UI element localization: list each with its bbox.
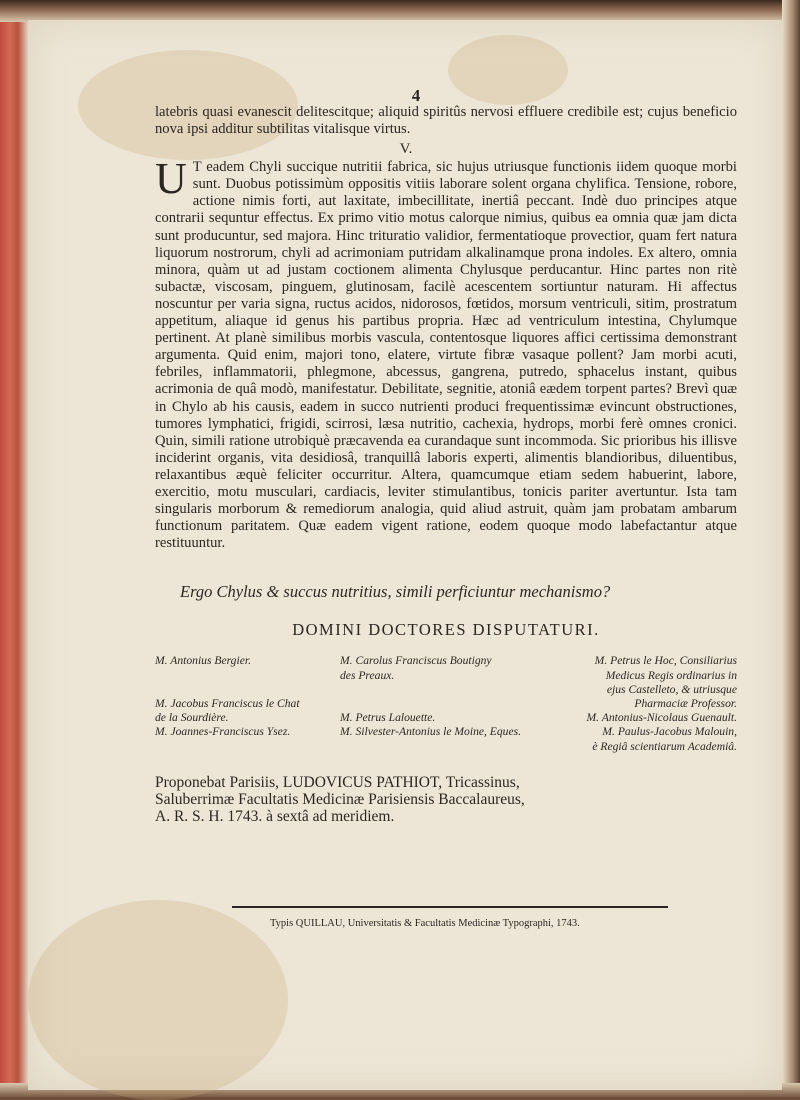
thesis-question: Ergo Chylus & succus nutritius, simili perficiuntur mechanismo? bbox=[180, 582, 611, 602]
doctors-column-2: M. Carolus Franciscus Boutigny des Preaux. M. Petrus Lalouette. M. Silvester-Antonius le Moine, Eques. bbox=[340, 654, 522, 739]
page-content bbox=[155, 88, 737, 825]
main-paragraph bbox=[155, 154, 737, 552]
main-paragraph-text: T eadem Chyli succique nutritii fabrica, sic hujus utriusque functionis iidem quoque morbi sunt. Duobus potissimùm oppositis vitiis laborare solent organa chylifica. Tensione, robore, actione nimis forti, aut laxitate, imbecillitate, inertiâ peccant. Indè duo principes atque contrarii sequntur effectus. Ex primo vitio motus calorque nimius, quibus ea omnia quæ jam dicta sunt producuntur, sed majora. Hinc trituratio validior, fermentatioque provectior, quam fert natura liquorum nostrorum, chyli ad acrimoniam putridam alkalinamque prona indoles. Ex altero, omnia minora, quàm ut ad justam coctionem alimenta Chylusque perducantur. Hinc partes non ritè subactæ, viscosam, pinguem, glutinosam, facilè acescentem sortiuntur naturam. Hi affectus noscuntur per varia signa, ructus acidos, nidorosos, fœtidos, morsum ventriculi, sitim, prostratum appetitum, aliaque id genus his partibus propria. Hæc ad ventriculum intestina, Chylumque pertinent. At planè similibus morbis vascula, contentosque liquores affici certissima demonstrant argumenta. Quid enim, majori tono, elatere, virtute fibræ vasaque pollent? Jam morbi acuti, febriles, inflammatorii, phlegmone, abcessus, gangrena, putredo, sphacelus instant, quibus acrimonia de quâ modò, manifestatur. Debilitate, segnitie, atoniâ eædem torpent partes? Brevì quæ in Chylo ab his causis, eadem in succo nutrienti produci frequentissimæ evincunt obstructiones, tumores lymphatici, frigidi, scirrosi, læsa nutritio, cachexia, hydrops, morbi ferè omnes cronici. Quin, simili ratione utrobiquè præcavenda ea curandaque sunt incommoda. Sic prioribus his illisve inciderint organis, vita desidiosâ, tranquillâ laboris experti, alimentis blandioribus, diluentibus, relaxantibus æquè feliciter occurritur. Altera, quamcumque etiam sedem habuerint, labore, exercitio, motu musculari, cardiacis, leviter stimulantibus, tonicis pariter avertuntur. Ista tam singularis morborum & remediorum analogia, quid aliud astruit, quàm jam probatam ambarum functionum paritatem. Quæ eadem vigent ratione, eodem quoque modo labefactantur atque restituuntur. bbox=[155, 159, 737, 552]
doctores-heading: DOMINI DOCTORES DISPUTATURI. bbox=[292, 620, 600, 640]
section-number: V. bbox=[399, 141, 413, 158]
printer-line: Typis QUILLAU, Universitatis & Facultatis Medicinæ Typographi, 1743. bbox=[270, 918, 580, 929]
divider-rule bbox=[232, 906, 668, 908]
page-number: 4 bbox=[411, 86, 421, 105]
doctors-column-3: M. Petrus le Hoc, Consiliarius Medicus Regis ordinarius in ejus Castelleto, & utriusque Pharmaciæ Professor. M. Antonius-Nicolaus Guenault. M. Paulus-Jacobus Malouin, è Regiâ scientiarum Academiâ. bbox=[586, 654, 737, 753]
top-edge bbox=[0, 0, 800, 22]
opening-lines: latebris quasi evanescit delitescitque; aliquid spiritûs nervosi effluere credibile est; cujus beneficio nova ipsi additur subtilitas vitalisque virtus. bbox=[155, 104, 737, 138]
drop-cap: U bbox=[155, 154, 187, 204]
right-edge bbox=[782, 0, 800, 1097]
doctors-column-1: M. Antonius Bergier. M. Jacobus Franciscus le Chat de la Sourdière. M. Joannes-Franciscus Ysez. bbox=[155, 654, 300, 739]
proponebat-block: Proponebat Parisiis, LUDOVICUS PATHIOT, Tricassinus, Saluberrimæ Facultatis Medicinæ Parisiensis Baccalaureus, A. R. S. H. 1743. à sextâ ad meridiem. bbox=[155, 773, 525, 825]
doctors-list bbox=[155, 654, 737, 753]
paper-stain bbox=[28, 900, 288, 1100]
